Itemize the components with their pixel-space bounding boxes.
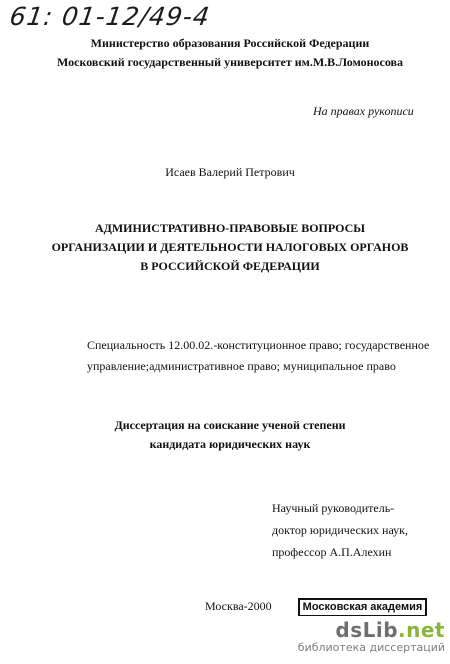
- archive-handwritten-number: 61: 01-12/49-4: [7, 2, 213, 31]
- city-year: Москва-2000: [205, 599, 272, 613]
- title-line: АДМИНИСТРАТИВНО-ПРАВОВЫЕ ВОПРОСЫ: [94, 221, 366, 235]
- specialty-line: Специальность 12.00.02.-конституционное право; государственное: [87, 338, 430, 352]
- dissertation-degree-line: Диссертация на соискание ученой степени: [114, 418, 346, 432]
- author-name: Исаев Валерий Петрович: [165, 165, 295, 179]
- supervisor-block: [272, 497, 408, 563]
- library-stamp: Московская академия: [298, 598, 427, 616]
- watermark-brand-main: dsLib: [335, 618, 399, 642]
- title-line: ОРГАНИЗАЦИИ И ДЕЯТЕЛЬНОСТИ НАЛОГОВЫХ ОРГАНОВ: [51, 240, 409, 254]
- university-heading: Московский государственный университет им.М.В.Ломоносова: [56, 55, 404, 69]
- dslib-watermark[interactable]: [270, 619, 445, 661]
- watermark-subtitle: библиотека диссертаций: [297, 641, 445, 654]
- specialty-line: управление;административное право; муниципальное право: [87, 359, 396, 373]
- manuscript-rights-note: На правах рукописи: [313, 104, 414, 118]
- supervisor-line: профессор А.П.Алехин: [272, 545, 392, 559]
- title-line: В РОССИЙСКОЙ ФЕДЕРАЦИИ: [140, 259, 320, 273]
- supervisor-line: доктор юридических наук,: [272, 523, 408, 537]
- watermark-brand-tld: .net: [398, 618, 445, 642]
- dissertation-title: [0, 219, 450, 276]
- dissertation-degree-line: кандидата юридических наук: [149, 437, 311, 451]
- watermark-brand: [270, 619, 445, 641]
- ministry-heading: Министерство образования Российской Федерации: [90, 36, 370, 50]
- supervisor-line: Научный руководитель-: [272, 501, 395, 515]
